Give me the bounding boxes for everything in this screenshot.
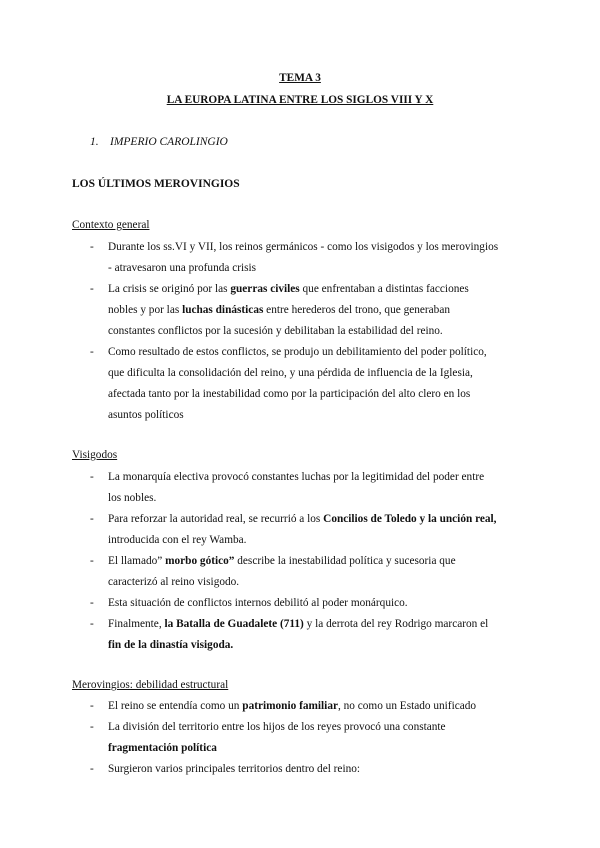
bold-patrimonio-familiar: patrimonio familiar: [242, 700, 338, 712]
contexto-b3-line4: asuntos políticos: [108, 409, 184, 421]
contexto-b1-line1: Durante los ss.VI y VII, los reinos germánicos - como los visigodos y los merovingios: [108, 241, 499, 253]
section-title: IMPERIO CAROLINGIO: [110, 136, 228, 148]
visigodos-b3-line2: caracterizó al reino visigodo.: [108, 576, 240, 588]
contexto-b2-line2: nobles y por las luchas dinásticas entre herederos del trono, que generaban: [108, 304, 450, 316]
visigodos-b5-line1: Finalmente, la Batalla de Guadalete (711) y la derrota del rey Rodrigo marcaron el: [108, 618, 489, 630]
bullet-dash: -: [90, 513, 94, 525]
bullet-dash: -: [90, 597, 94, 609]
bold-fin-dinastia: fin de la dinastía visigoda.: [108, 639, 234, 651]
bold-luchas-dinasticas: luchas dinásticas: [182, 304, 264, 316]
visigodos-b1-line2: los nobles.: [108, 492, 157, 504]
bold-concilios-toledo: Concilios de Toledo y la unción real,: [323, 513, 497, 525]
visigodos-b2-line2: introducida con el rey Wamba.: [108, 534, 247, 546]
section-number: 1.: [90, 136, 99, 148]
contexto-b3-line3: afectada tanto por la inestabilidad como por la participación del alto clero en los: [108, 388, 471, 400]
visigodos-title: Visigodos: [72, 449, 118, 461]
bullet-dash: -: [90, 721, 94, 733]
contexto-b3-line2: que dificulta la consolidación del reino, y una pérdida de influencia de la Iglesia,: [108, 367, 473, 379]
bullet-dash: -: [90, 555, 94, 567]
main-heading: LOS ÚLTIMOS MEROVINGIOS: [72, 178, 240, 190]
merovingios-b2-line1: La división del territorio entre los hijos de los reyes provocó una constante: [108, 721, 446, 733]
bold-guerras-civiles: guerras civiles: [230, 283, 300, 295]
bold-morbo-gotico: morbo gótico”: [165, 555, 235, 567]
bold-fragmentacion-politica: fragmentación política: [108, 742, 217, 754]
merovingios-b1-line1: El reino se entendía como un patrimonio familiar, no como un Estado unificado: [108, 700, 477, 712]
tema-subtitle: LA EUROPA LATINA ENTRE LOS SIGLOS VIII Y X: [166, 94, 434, 106]
bold-batalla-guadalete: la Batalla de Guadalete (711): [164, 618, 304, 630]
contexto-b1-line2: - atravesaron una profunda crisis: [108, 262, 257, 274]
contexto-b2-line1: La crisis se originó por las guerras civiles que enfrentaban a distintas facciones: [108, 283, 469, 295]
tema-title: TEMA 3: [279, 72, 321, 84]
section-heading: [90, 136, 228, 148]
merovingios-b3-line1: Surgieron varios principales territorios dentro del reino:: [108, 763, 361, 775]
merovingios-b2-line2: [108, 741, 217, 755]
bullet-dash: -: [90, 763, 94, 775]
visigodos-b3-line1: El llamado” morbo gótico” describe la inestabilidad política y sucesoria que: [108, 555, 456, 567]
bullet-dash: -: [90, 283, 94, 295]
contexto-title: Contexto general: [72, 219, 150, 231]
bullet-dash: -: [90, 700, 94, 712]
contexto-b3-line1: Como resultado de estos conflictos, se produjo un debilitamiento del poder político,: [108, 346, 487, 358]
visigodos-b2-line1: Para reforzar la autoridad real, se recurrió a los Concilios de Toledo y la unción real,: [108, 513, 497, 525]
visigodos-b5-line2: [108, 638, 233, 652]
bullet-dash: -: [90, 471, 94, 483]
visigodos-b1-line1: La monarquía electiva provocó constantes luchas por la legitimidad del poder entre: [108, 471, 485, 483]
visigodos-b4-line1: Esta situación de conflictos internos debilitó al poder monárquico.: [108, 597, 408, 609]
contexto-b2-line3: constantes conflictos por la sucesión y debilitaban la estabilidad del reino.: [108, 325, 443, 337]
bullet-dash: -: [90, 618, 94, 630]
merovingios-title: Merovingios: debilidad estructural: [72, 679, 229, 691]
bullet-dash: -: [90, 346, 94, 358]
bullet-dash: -: [90, 241, 94, 253]
